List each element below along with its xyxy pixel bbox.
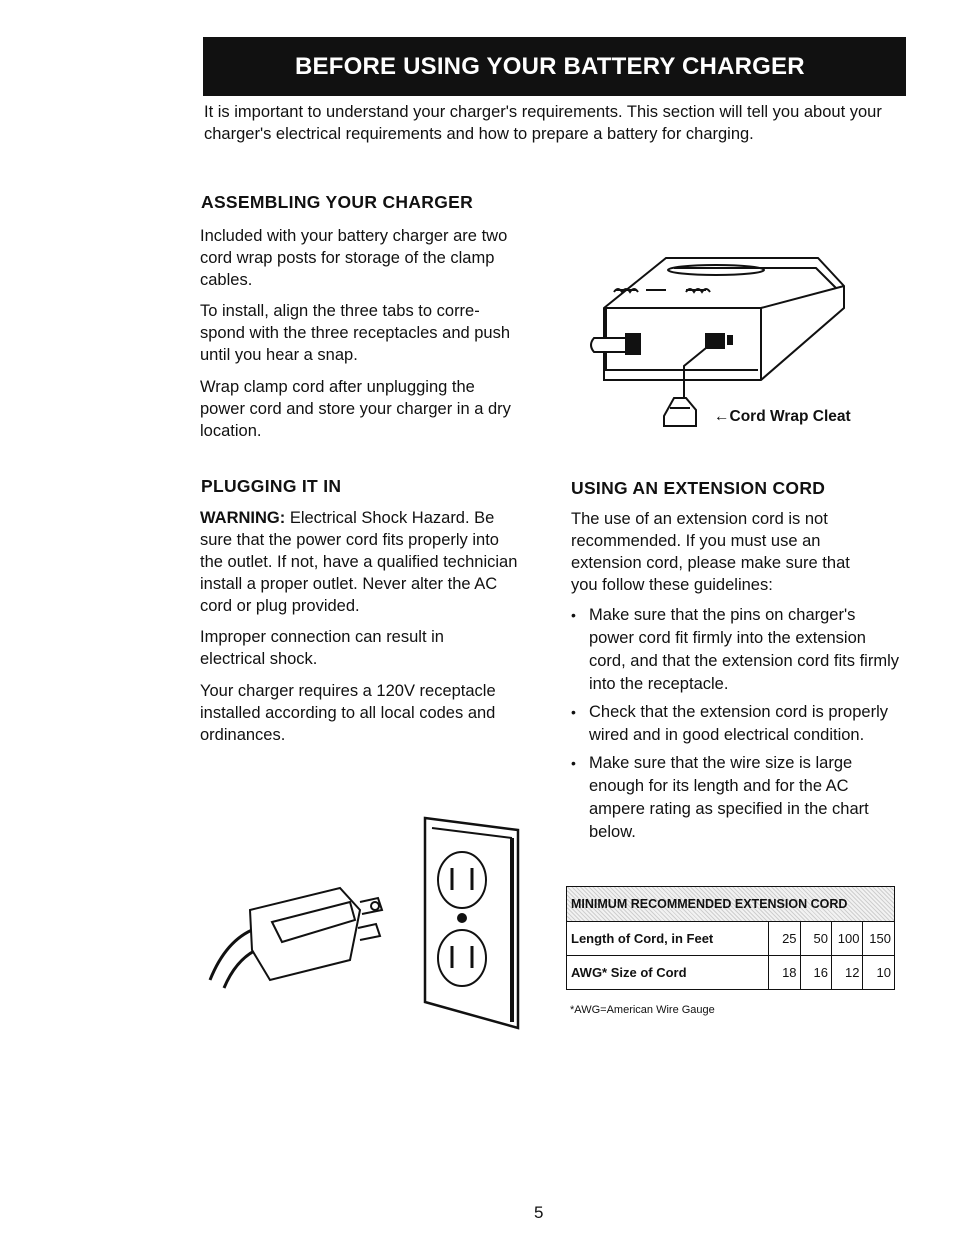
extension-paragraph-1: The use of an extension cord is not recommended. If you must use an extension cord, please make sure that you follow these guidelines:: [571, 510, 850, 594]
page-number: 5: [534, 1203, 544, 1222]
plug-and-outlet-illustration: [200, 810, 530, 1035]
assembling-heading: ASSEMBLING YOUR CHARGER: [201, 192, 474, 212]
table-cell: 16: [800, 956, 831, 990]
section-banner: [203, 37, 906, 96]
extension-guidelines-list: [571, 604, 901, 849]
table-cell: 50: [800, 922, 831, 956]
list-item: • Check that the extension cord is properly wired and in good electrical condition.: [571, 703, 888, 744]
list-item: • Make sure that the wire size is large enough for its length and for the AC ampere rating as specified in the chart below.: [571, 754, 869, 841]
table-title: MINIMUM RECOMMENDED EXTENSION CORD: [567, 887, 895, 922]
plugging-paragraph-3: Your charger requires a 120V receptacle installed according to all local codes and ordinances.: [200, 682, 496, 744]
plugging-heading: PLUGGING IT IN: [201, 476, 342, 496]
table-row: [567, 887, 895, 922]
warning-text: Electrical Shock Hazard. Be sure that the power cord fits properly into the outlet. If not, have a qualified technician install a proper outlet. Never alter the AC cord or plug provided.: [200, 509, 518, 615]
extension-heading: USING AN EXTENSION CORD: [571, 478, 826, 498]
assembling-paragraph-1: Included with your battery charger are two cord wrap posts for storage of the clamp cables.: [200, 227, 508, 289]
plugging-paragraph-2: Improper connection can result in electrical shock.: [200, 628, 444, 668]
list-item: • Make sure that the pins on charger's power cord fit firmly into the extension cord, and that the extension cord fits firmly into the receptacle.: [571, 606, 899, 693]
table-footnote: *AWG=American Wire Gauge: [570, 1004, 715, 1016]
cord-wrap-cleat-label: ←Cord Wrap Cleat: [714, 408, 851, 425]
plugging-warning-paragraph: [200, 507, 526, 617]
assembling-paragraph-3: Wrap clamp cord after unplugging the power cord and store your charger in a dry location.: [200, 378, 511, 440]
table-cell: 10: [863, 956, 895, 990]
intro-paragraph: It is important to understand your charger's requirements. This section will tell you about your charger's electrical requirements and how to prepare a battery for charging.: [204, 103, 882, 143]
table-cell: 25: [769, 922, 800, 956]
table-row: [567, 922, 895, 956]
row-label-awg: AWG* Size of Cord: [567, 956, 769, 990]
table-row: [567, 956, 895, 990]
assembling-paragraph-2: To install, align the three tabs to corre-spond with the three receptacles and push until you hear a snap.: [200, 302, 511, 364]
table-cell: 18: [769, 956, 800, 990]
bullet-icon: •: [571, 607, 576, 623]
table-cell: 100: [832, 922, 863, 956]
extension-cord-table: [566, 886, 895, 990]
row-label-length: Length of Cord, in Feet: [567, 922, 769, 956]
bullet-icon: •: [571, 704, 576, 720]
bullet-icon: •: [571, 755, 576, 771]
table-cell: 150: [863, 922, 895, 956]
warning-label: WARNING:: [200, 509, 286, 527]
banner-title: BEFORE USING YOUR BATTERY CHARGER: [295, 53, 805, 80]
table-cell: 12: [832, 956, 863, 990]
